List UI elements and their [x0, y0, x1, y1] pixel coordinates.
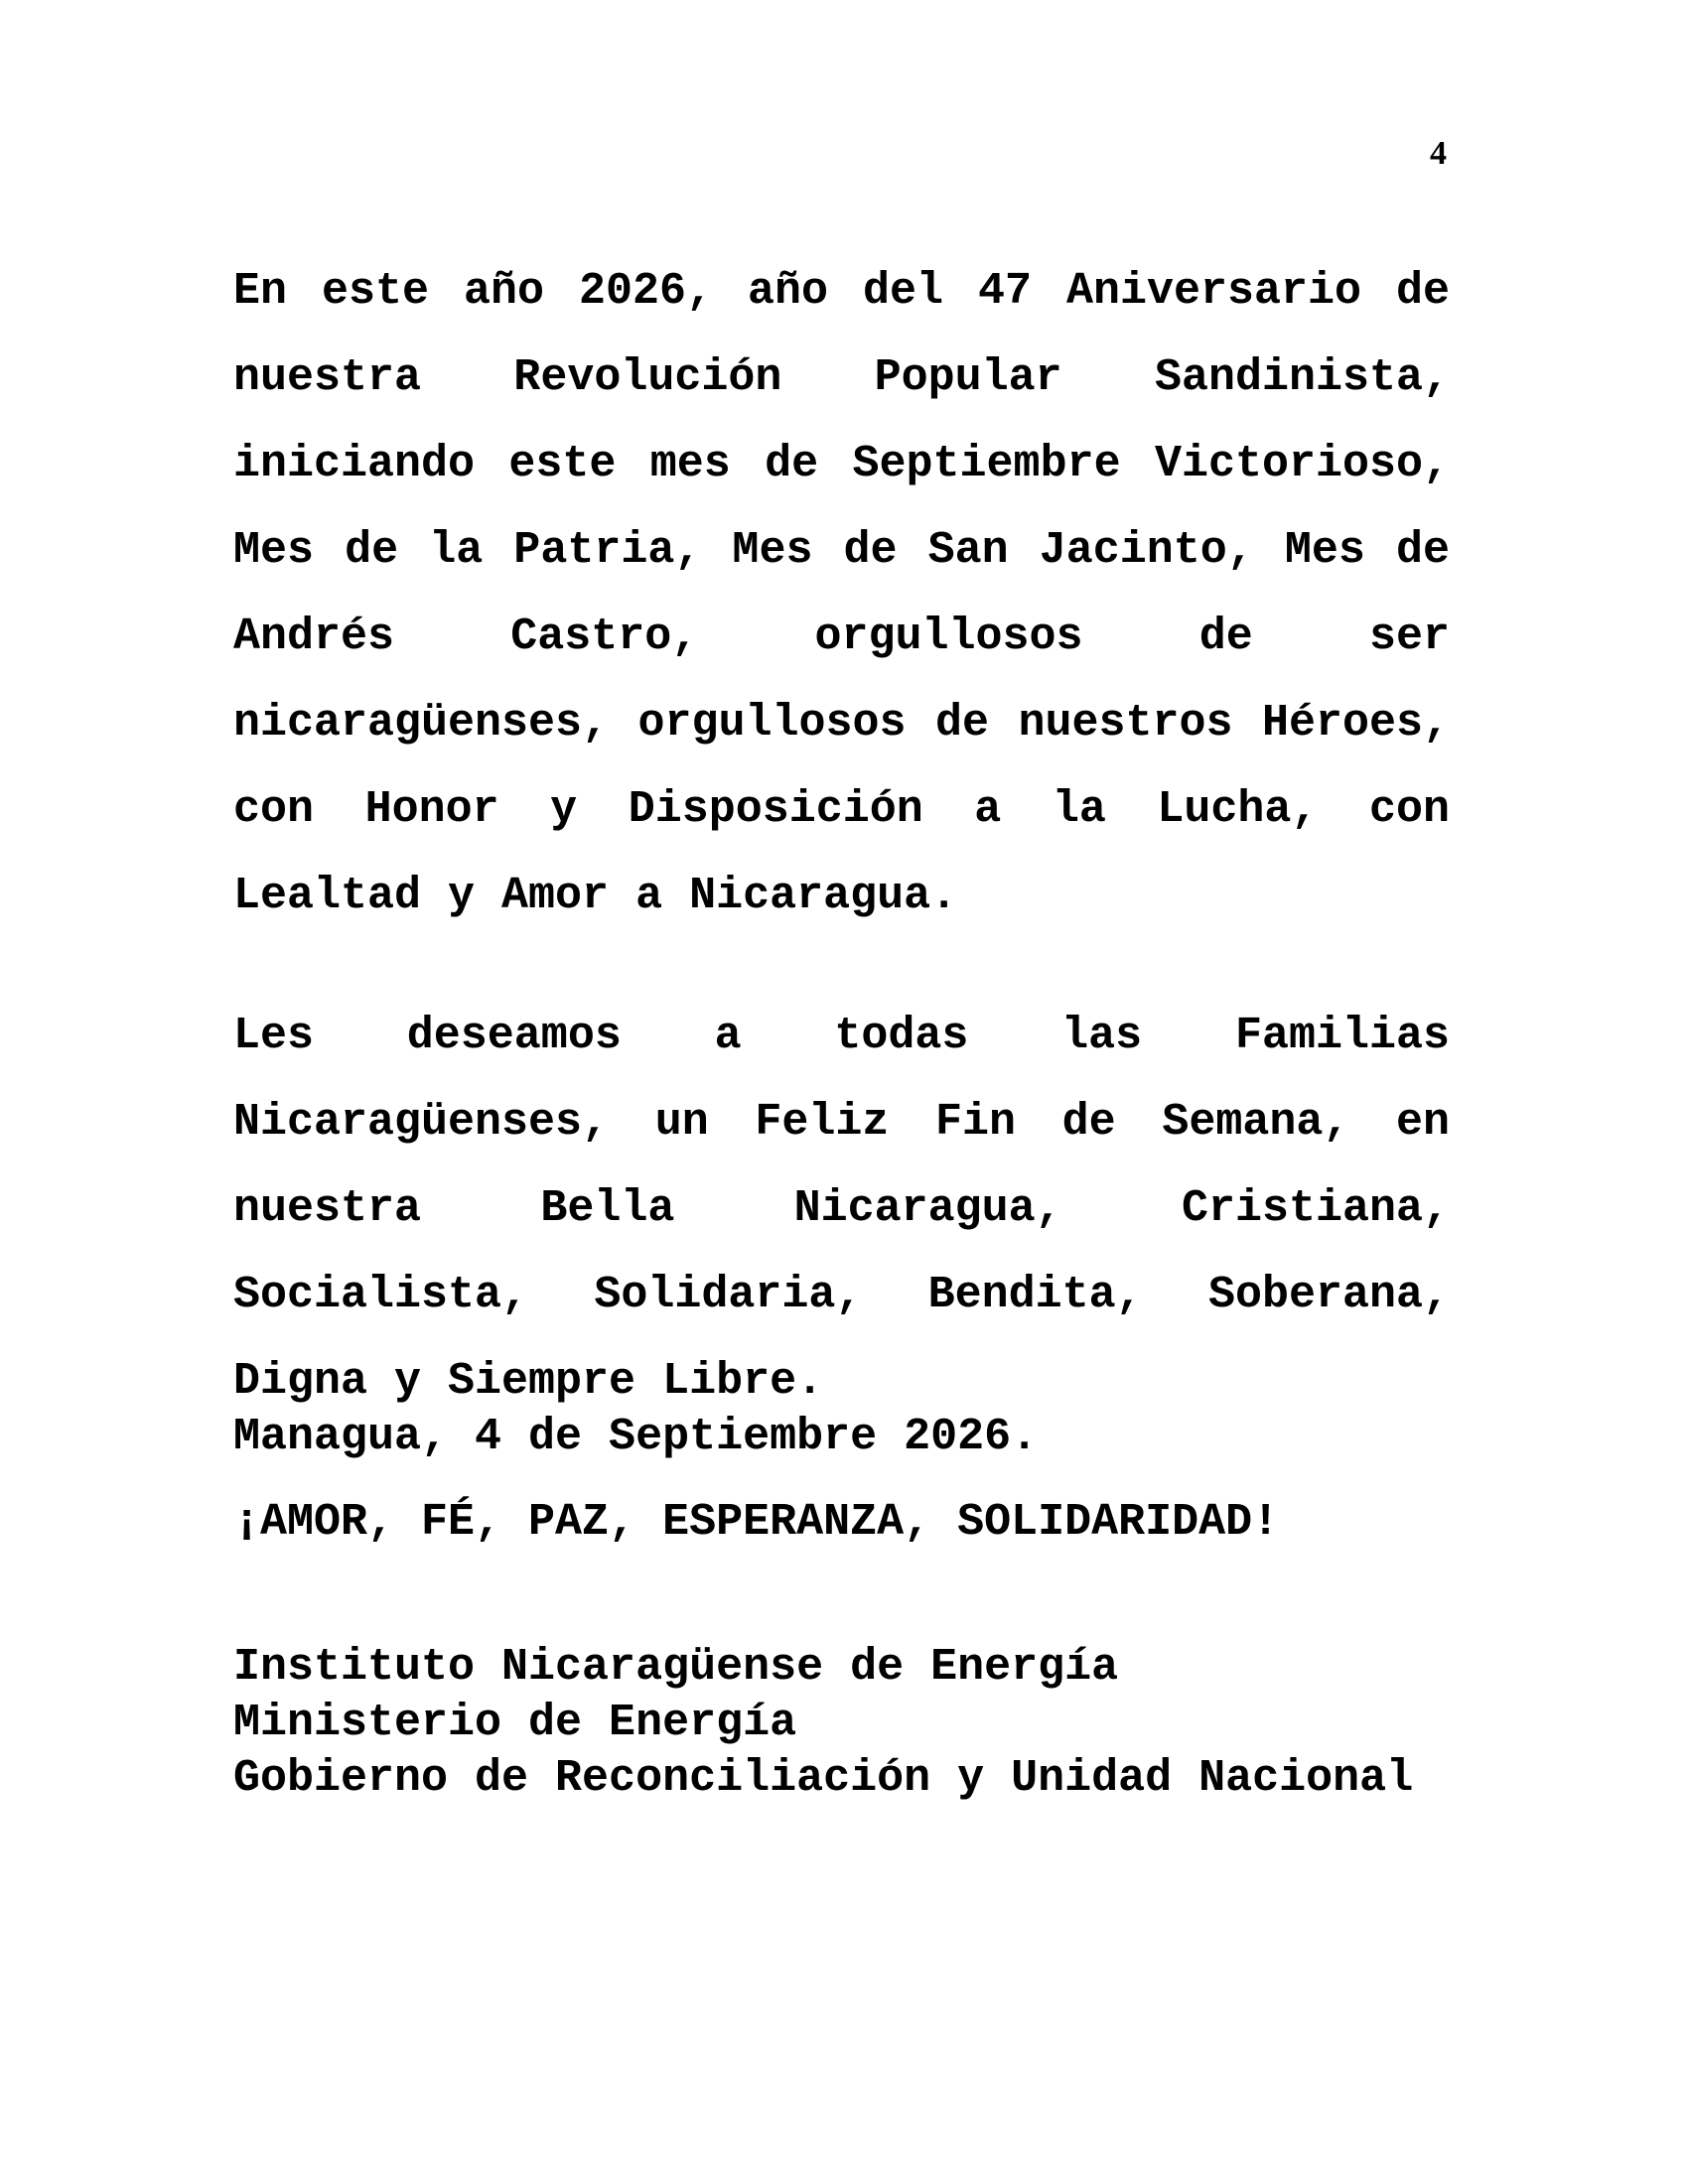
paragraph-anniversary: En este año 2026, año del 47 Aniversario de nuestra Revolución Popular Sandinista, iniciando este mes de Septiembre Victorioso, Mes de la Patria, Mes de San Jacinto, Mes de Andrés Castro, orgullosos de ser nicaragüenses, orgullosos de nuestros Héroes, con Honor y Disposición a la Lucha, con Lealtad y Amor a Nicaragua. [233, 266, 1450, 921]
closing-block [233, 1395, 1450, 1566]
motto-line: ¡AMOR, FÉ, PAZ, ESPERANZA, SOLIDARIDAD! [233, 1497, 1280, 1548]
paragraph-wishes: Les deseamos a todas las Familias Nicaragüenses, un Feliz Fin de Semana, en nuestra Bella Nicaragua, Cristiana, Socialista, Solidaria, Bendita, Soberana, Digna y Siempre Libre. [233, 1011, 1450, 1407]
date-line: Managua, 4 de Septiembre 2026. [233, 1412, 1039, 1462]
signature-block [233, 1640, 1450, 1807]
signature-line-government: Gobierno de Reconciliación y Unidad Nacional [233, 1753, 1414, 1804]
page-number: 4 [1430, 135, 1447, 172]
signature-line-institute: Instituto Nicaragüense de Energía [233, 1642, 1119, 1693]
signature-line-ministry: Ministerio de Energía [233, 1698, 797, 1748]
